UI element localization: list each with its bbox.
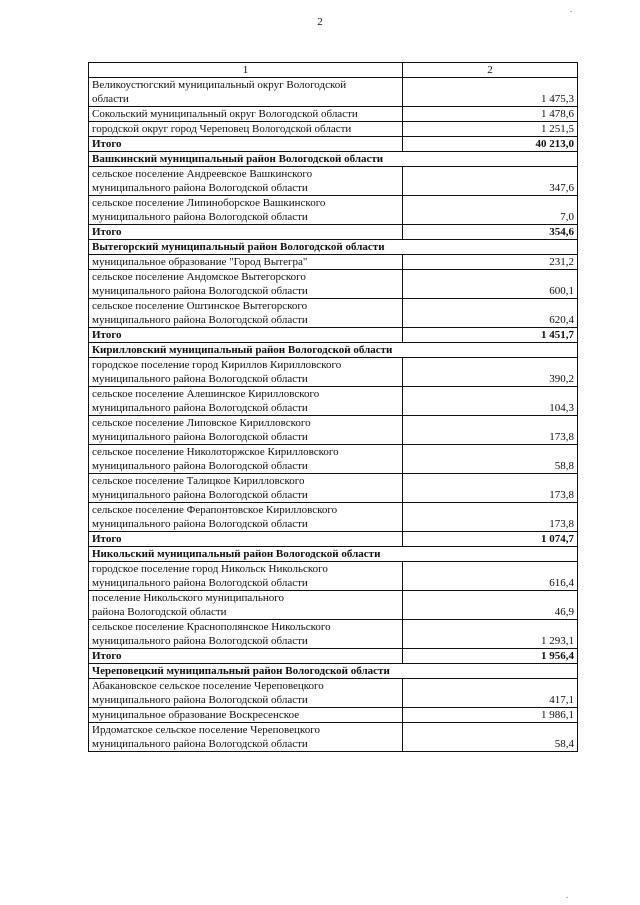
entity-name-line: муниципального района Вологодской области (92, 635, 308, 647)
entity-name (89, 78, 403, 107)
table-row (89, 445, 578, 474)
amount-value: 173,8 (403, 474, 578, 503)
entity-name-line: муниципального района Вологодской области (92, 182, 308, 194)
entity-name-line: муниципального района Вологодской области (92, 373, 308, 385)
entity-name-line: сельское поселение Оштинское Вытегорского (92, 300, 308, 312)
amount-value: 46,9 (403, 591, 578, 620)
amount-value: 1 293,1 (403, 620, 578, 649)
amount-value: 616,4 (403, 562, 578, 591)
amount-value: 173,8 (403, 503, 578, 532)
entity-name-line: сельское поселение Николоторжское Кирилловского (92, 446, 339, 458)
entity-name (89, 299, 403, 328)
table-row (89, 255, 578, 270)
entity-name-line: городское поселение город Никольск Никольского (92, 563, 328, 575)
amount-value: 620,4 (403, 299, 578, 328)
table-row (89, 387, 578, 416)
entity-name (89, 723, 403, 752)
entity-name-line: района Вологодской области (92, 606, 227, 618)
amount-value: 347,6 (403, 167, 578, 196)
page-number: 2 (317, 16, 323, 28)
table-row (89, 196, 578, 225)
table-row (89, 562, 578, 591)
entity-name-line: городское поселение город Кириллов Кирилловского (92, 359, 342, 371)
entity-name-line: сельское поселение Ферапонтовское Кирилловского (92, 504, 338, 516)
entity-name-line: муниципального района Вологодской области (92, 489, 308, 501)
entity-name-line: области (92, 93, 129, 105)
entity-name-line: Абакановское сельское поселение Череповецкого (92, 680, 324, 692)
table-row (89, 708, 578, 723)
entity-name-line: Итого (92, 329, 122, 341)
entity-name (89, 679, 403, 708)
section-title: Никольский муниципальный район Вологодской области (89, 547, 578, 562)
total-label (89, 649, 403, 664)
entity-name (89, 122, 403, 137)
entity-name (89, 474, 403, 503)
scan-mark: . (570, 4, 573, 14)
entity-name (89, 107, 403, 122)
entity-name-line: сельское поселение Липиноборское Вашкинского (92, 197, 326, 209)
entity-name-line: муниципального района Вологодской области (92, 211, 308, 223)
entity-name-line: муниципального района Вологодской области (92, 694, 308, 706)
table-header-row (89, 63, 578, 78)
table-row (89, 679, 578, 708)
entity-name (89, 167, 403, 196)
total-label (89, 532, 403, 547)
total-label (89, 225, 403, 240)
total-row (89, 137, 578, 152)
entity-name-line: Итого (92, 650, 122, 662)
entity-name-line: Итого (92, 226, 122, 238)
entity-name-line: муниципального района Вологодской области (92, 431, 308, 443)
entity-name (89, 255, 403, 270)
table-row (89, 270, 578, 299)
entity-name-line: Великоустюгский муниципальный округ Вологодской (92, 79, 347, 91)
entity-name-line: Итого (92, 138, 122, 150)
total-row (89, 649, 578, 664)
total-value: 1 451,7 (403, 328, 578, 343)
entity-name-line: муниципального района Вологодской области (92, 460, 308, 472)
entity-name-line: сельское поселение Талицкое Кирилловского (92, 475, 305, 487)
entity-name-line: муниципального района Вологодской области (92, 285, 308, 297)
entity-name-line: муниципального района Вологодской области (92, 402, 308, 414)
entity-name-line: муниципальное образование Воскресенское (92, 709, 300, 721)
amount-value: 231,2 (403, 255, 578, 270)
entity-name (89, 620, 403, 649)
amount-value: 1 986,1 (403, 708, 578, 723)
section-row (89, 547, 578, 562)
entity-name-line: муниципальное образование "Город Вытегра" (92, 256, 308, 268)
entity-name-line: сельское поселение Алешинское Кирилловского (92, 388, 320, 400)
entity-name-line: Ирдоматское сельское поселение Череповецкого (92, 724, 320, 736)
entity-name-line: сельское поселение Андреевское Вашкинского (92, 168, 313, 180)
section-title: Вашкинский муниципальный район Вологодской области (89, 152, 578, 167)
entity-name-line: поселение Никольского муниципального (92, 592, 284, 604)
amount-value: 173,8 (403, 416, 578, 445)
amount-value: 1 478,6 (403, 107, 578, 122)
amount-value: 58,8 (403, 445, 578, 474)
table-row (89, 591, 578, 620)
table-row (89, 723, 578, 752)
entity-name-line: муниципального района Вологодской области (92, 314, 308, 326)
allocation-table (88, 62, 578, 752)
entity-name (89, 270, 403, 299)
total-row (89, 328, 578, 343)
entity-name-line: сельское поселение Андомское Вытегорского (92, 271, 306, 283)
entity-name (89, 196, 403, 225)
entity-name (89, 708, 403, 723)
scan-mark: . (566, 890, 569, 900)
entity-name-line: сельское поселение Липовское Кирилловского (92, 417, 311, 429)
amount-value: 600,1 (403, 270, 578, 299)
total-row (89, 225, 578, 240)
table-row (89, 107, 578, 122)
column-header-2: 2 (403, 63, 578, 78)
entity-name-line: Итого (92, 533, 122, 545)
total-label (89, 137, 403, 152)
table-row (89, 503, 578, 532)
amount-value: 58,4 (403, 723, 578, 752)
table-row (89, 167, 578, 196)
entity-name (89, 387, 403, 416)
entity-name-line: сельское поселение Краснополянское Никольского (92, 621, 331, 633)
table-row (89, 299, 578, 328)
amount-value: 417,1 (403, 679, 578, 708)
total-label (89, 328, 403, 343)
amount-value: 1 251,5 (403, 122, 578, 137)
amount-value: 104,3 (403, 387, 578, 416)
total-value: 1 956,4 (403, 649, 578, 664)
entity-name (89, 591, 403, 620)
entity-name-line: Сокольский муниципальный округ Вологодской области (92, 108, 358, 120)
section-title: Кирилловский муниципальный район Вологодской области (89, 343, 578, 358)
section-row (89, 664, 578, 679)
entity-name-line: муниципального района Вологодской области (92, 738, 308, 750)
table-row (89, 122, 578, 137)
total-value: 354,6 (403, 225, 578, 240)
section-title: Череповецкий муниципальный район Вологодской области (89, 664, 578, 679)
entity-name (89, 445, 403, 474)
table-row (89, 620, 578, 649)
entity-name-line: городской округ город Череповец Вологодской области (92, 123, 352, 135)
entity-name (89, 503, 403, 532)
table-row (89, 78, 578, 107)
entity-name (89, 358, 403, 387)
entity-name (89, 562, 403, 591)
table-row (89, 358, 578, 387)
entity-name-line: муниципального района Вологодской области (92, 518, 308, 530)
total-value: 40 213,0 (403, 137, 578, 152)
amount-value: 7,0 (403, 196, 578, 225)
section-title: Вытегорский муниципальный район Вологодской области (89, 240, 578, 255)
column-header-1: 1 (89, 63, 403, 78)
amount-value: 1 475,3 (403, 78, 578, 107)
section-row (89, 152, 578, 167)
table-row (89, 474, 578, 503)
total-row (89, 532, 578, 547)
entity-name (89, 416, 403, 445)
amount-value: 390,2 (403, 358, 578, 387)
entity-name-line: муниципального района Вологодской области (92, 577, 308, 589)
total-value: 1 074,7 (403, 532, 578, 547)
section-row (89, 240, 578, 255)
section-row (89, 343, 578, 358)
table-row (89, 416, 578, 445)
